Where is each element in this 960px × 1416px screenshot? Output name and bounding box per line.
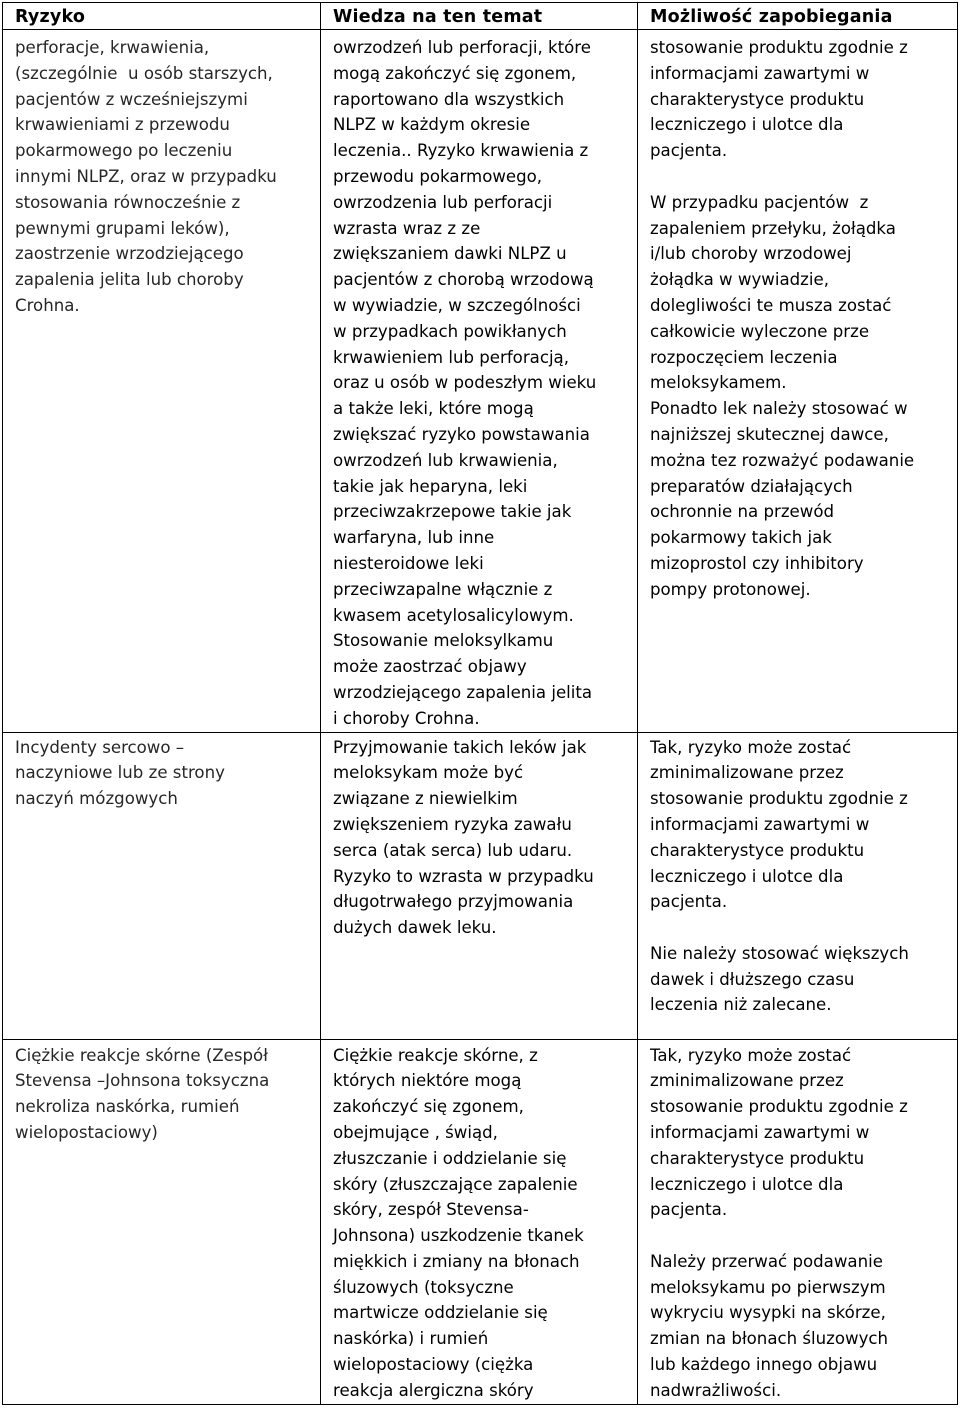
prevention-text: stosowanie produktu zgodnie z informacjami zawartymi w charakterystyce produktu leczniczego i ulotce dla pacjenta. W przypadku pacjentów z zapaleniem przełyku, żołądka i/lub choroby wrzodowej żołądka w wywiadzie, dolegliwości te musza zostać całkowicie wyleczone prze rozpoczęciem leczenia meloksykamem. Ponadto lek należy stosować w najniższej skutecznej dawce, można tez rozważyć podawanie preparatów działających ochronnie na przewód pokarmowy takich jak mizoprostol czy inhibitory pompy protonowej. [650,38,915,599]
knowledge-text: Przyjmowanie takich leków jak meloksykam może być związane z niewielkim zwiększeniem ryzyka zawału serca (atak serca) lub udaru. Ryzyko to wzrasta w przypadku długotrwałego przyjmowania dużych dawek leku. [333,737,594,938]
prevention-cell [638,30,958,733]
risk-cell [3,1039,321,1404]
knowledge-cell [321,30,638,733]
table-row [3,732,958,1039]
header-risk: Ryzyko [3,3,321,30]
risk-cell [3,732,321,1039]
risk-text: Incydenty sercowo – naczyniowe lub ze strony naczyń mózgowych [15,737,225,809]
prevention-cell [638,1039,958,1404]
risk-cell [3,30,321,733]
table-row [3,1039,958,1404]
table-row [3,30,958,733]
prevention-text: Tak, ryzyko może zostać zminimalizowane przez stosowanie produktu zgodnie z informacjami zawartymi w charakterystyce produktu leczniczego i ulotce dla pacjenta. Należy przerwać podawanie meloksykamu po pierwszym wykryciu wysypki na skórze, zmian na błonach śluzowych lub każdego innego objawu nadwrażliwości. [650,1045,908,1400]
prevention-text: Tak, ryzyko może zostać zminimalizowane przez stosowanie produktu zgodnie z informacjami zawartymi w charakterystyce produktu leczniczego i ulotce dla pacjenta. Nie należy stosować większych dawek i dłuższego czasu leczenia niż zalecane. [650,737,909,1015]
header-prevention: Możliwość zapobiegania [638,3,958,30]
prevention-cell [638,732,958,1039]
knowledge-cell [321,732,638,1039]
risk-text: perforacje, krwawienia, (szczególnie u osób starszych, pacjentów z wcześniejszymi krwawieniami z przewodu pokarmowego po leczeniu innymi NLPZ, oraz w przypadku stosowania równocześnie z pewnymi grupami leków), zaostrzenie wrzodziejącego zapalenia jelita lub choroby Crohna. [15,38,277,315]
knowledge-text: owrzodzeń lub perforacji, które mogą zakończyć się zgonem, raportowano dla wszystkich NLPZ w każdym okresie leczenia.. Ryzyko krwawienia z przewodu pokarmowego, owrzodzenia lub perforacji wzrasta wraz z ze zwiększaniem dawki NLPZ u pacjentów z chorobą wrzodową w wywiadzie, w szczególności w przypadkach powikłanych krwawieniem lub perforacją, oraz u osób w podeszłym wieku a także leki, które mogą zwiększać ryzyko powstawania owrzodzeń lub krwawienia, takie jak heparyna, leki przeciwzakrzepowe takie jak warfaryna, lub inne niesteroidowe leki przeciwzapalne włącznie z kwasem acetylosalicylowym. Stosowanie meloksylkamu może zaostrzać objawy wrzodziejącego zapalenia jelita i choroby Crohna. [333,38,597,728]
risk-table [2,2,958,1405]
knowledge-text: Ciężkie reakcje skórne, z których niektóre mogą zakończyć się zgonem, obejmujące , świąd, złuszczanie i oddzielanie się skóry (złuszczające zapalenie skóry, zespół Stevensa- Johnsona) uszkodzenie tkanek miękkich i zmiany na błonach śluzowych (toksyczne martwicze oddzielanie się naskórka) i rumień wielopostaciowy (ciężka reakcja alergiczna skóry [333,1045,584,1400]
risk-text: Ciężkie reakcje skórne (Zespół Stevensa –Johnsona toksyczna nekroliza naskórka, rumień wielopostaciowy) [15,1045,270,1142]
header-knowledge: Wiedza na ten temat [321,3,638,30]
header-row [3,3,958,30]
knowledge-cell [321,1039,638,1404]
